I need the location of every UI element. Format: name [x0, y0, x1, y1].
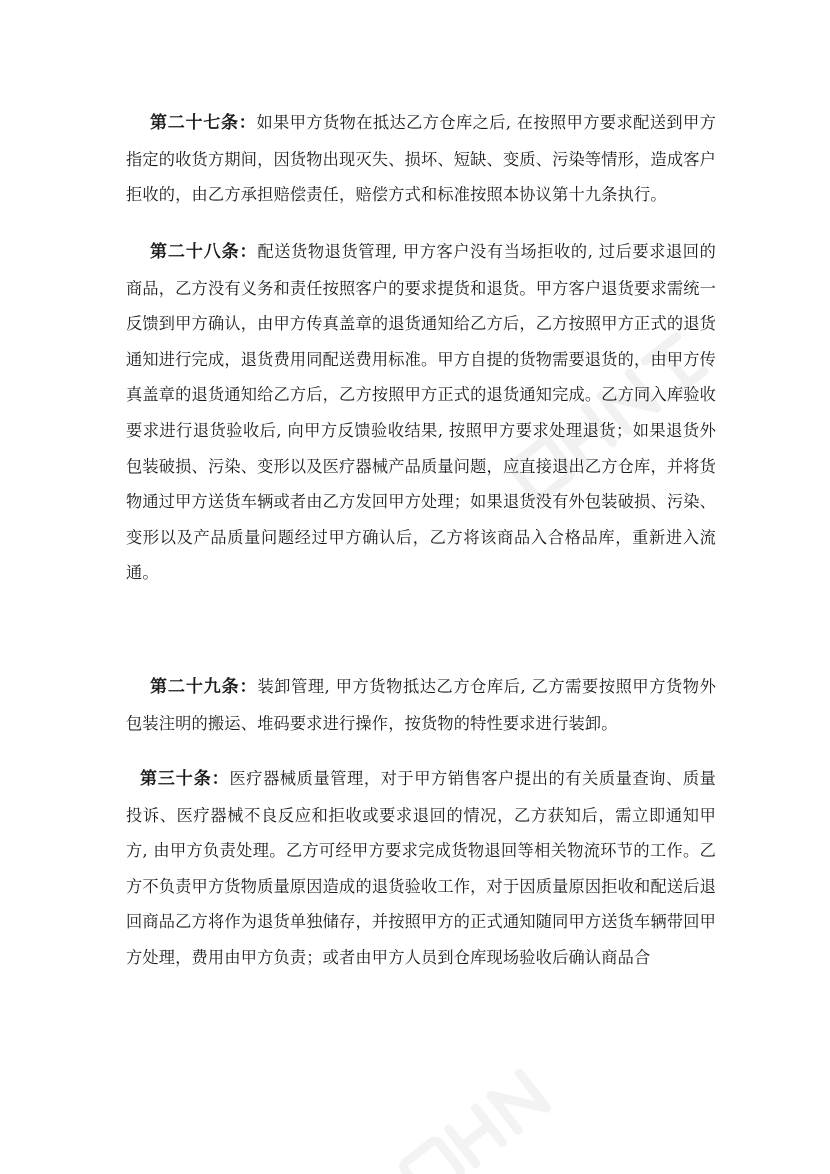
article-29 — [126, 669, 716, 741]
article-29-body: 装卸管理, 甲方货物抵达乙方仓库后, 乙方需要按照甲方货物外包装注明的搬运、堆码要求进行操作，按货物的特性要求进行装卸。 — [126, 677, 716, 733]
article-30 — [126, 761, 716, 976]
article-28-heading: 第二十八条： — [150, 242, 258, 262]
article-27 — [126, 105, 716, 213]
article-30-heading: 第三十条： — [140, 769, 230, 789]
article-30-body: 医疗器械质量管理，对于甲方销售客户提出的有关质量查询、质量投诉、医疗器械不良反应和拒收或要求退回的情况，乙方获知后，需立即通知甲方, 由甲方负责处理。乙方可经甲方要求完成货物退回等相关物流环节的工作。乙方不负责甲方货物质量原因造成的退货验收工作，对于因质量原因拒收和配送后退回商品乙方将作为退货单独储存，并按照甲方的正式通知随同甲方送货车辆带回甲方处理，费用由甲方负责；或者由甲方人员到仓库现场验收后确认商品合 — [126, 769, 716, 967]
article-29-heading: 第二十九条： — [150, 677, 258, 697]
article-27-body: 如果甲方货物在抵达乙方仓库之后, 在按照甲方要求配送到甲方指定的收货方期间，因货物出现灭失、损坏、短缺、变质、污染等情形，造成客户拒收的，由乙方承担赔偿责任，赔偿方式和标准按照本协议第十九条执行。 — [126, 113, 717, 205]
article-28-body: 配送货物退货管理, 甲方客户没有当场拒收的, 过后要求退回的商品，乙方没有义务和责任按照客户的要求提货和退货。甲方客户退货要求需统一反馈到甲方确认，由甲方传真盖章的退货通知给乙方后，乙方按照甲方正式的退货通知进行完成，退货费用同配送费用标准。甲方自提的货物需要退货的，由甲方传真盖章的退货通知给乙方后，乙方按照甲方正式的退货通知完成。乙方同入库验收要求进行退货验收后, 向甲方反馈验收结果, 按照甲方要求处理退货；如果退货外包装破损、污染、变形以及医疗器械产品质量问题，应直接退出乙方仓库，并将货物通过甲方送货车辆或者由乙方发回甲方处理；如果退货没有外包装破损、污染、变形以及产品质量问题经过甲方确认后，乙方将该商品入合格品库，重新进入流通。 — [126, 242, 716, 583]
article-28 — [126, 234, 716, 591]
article-27-heading: 第二十七条： — [150, 113, 257, 133]
